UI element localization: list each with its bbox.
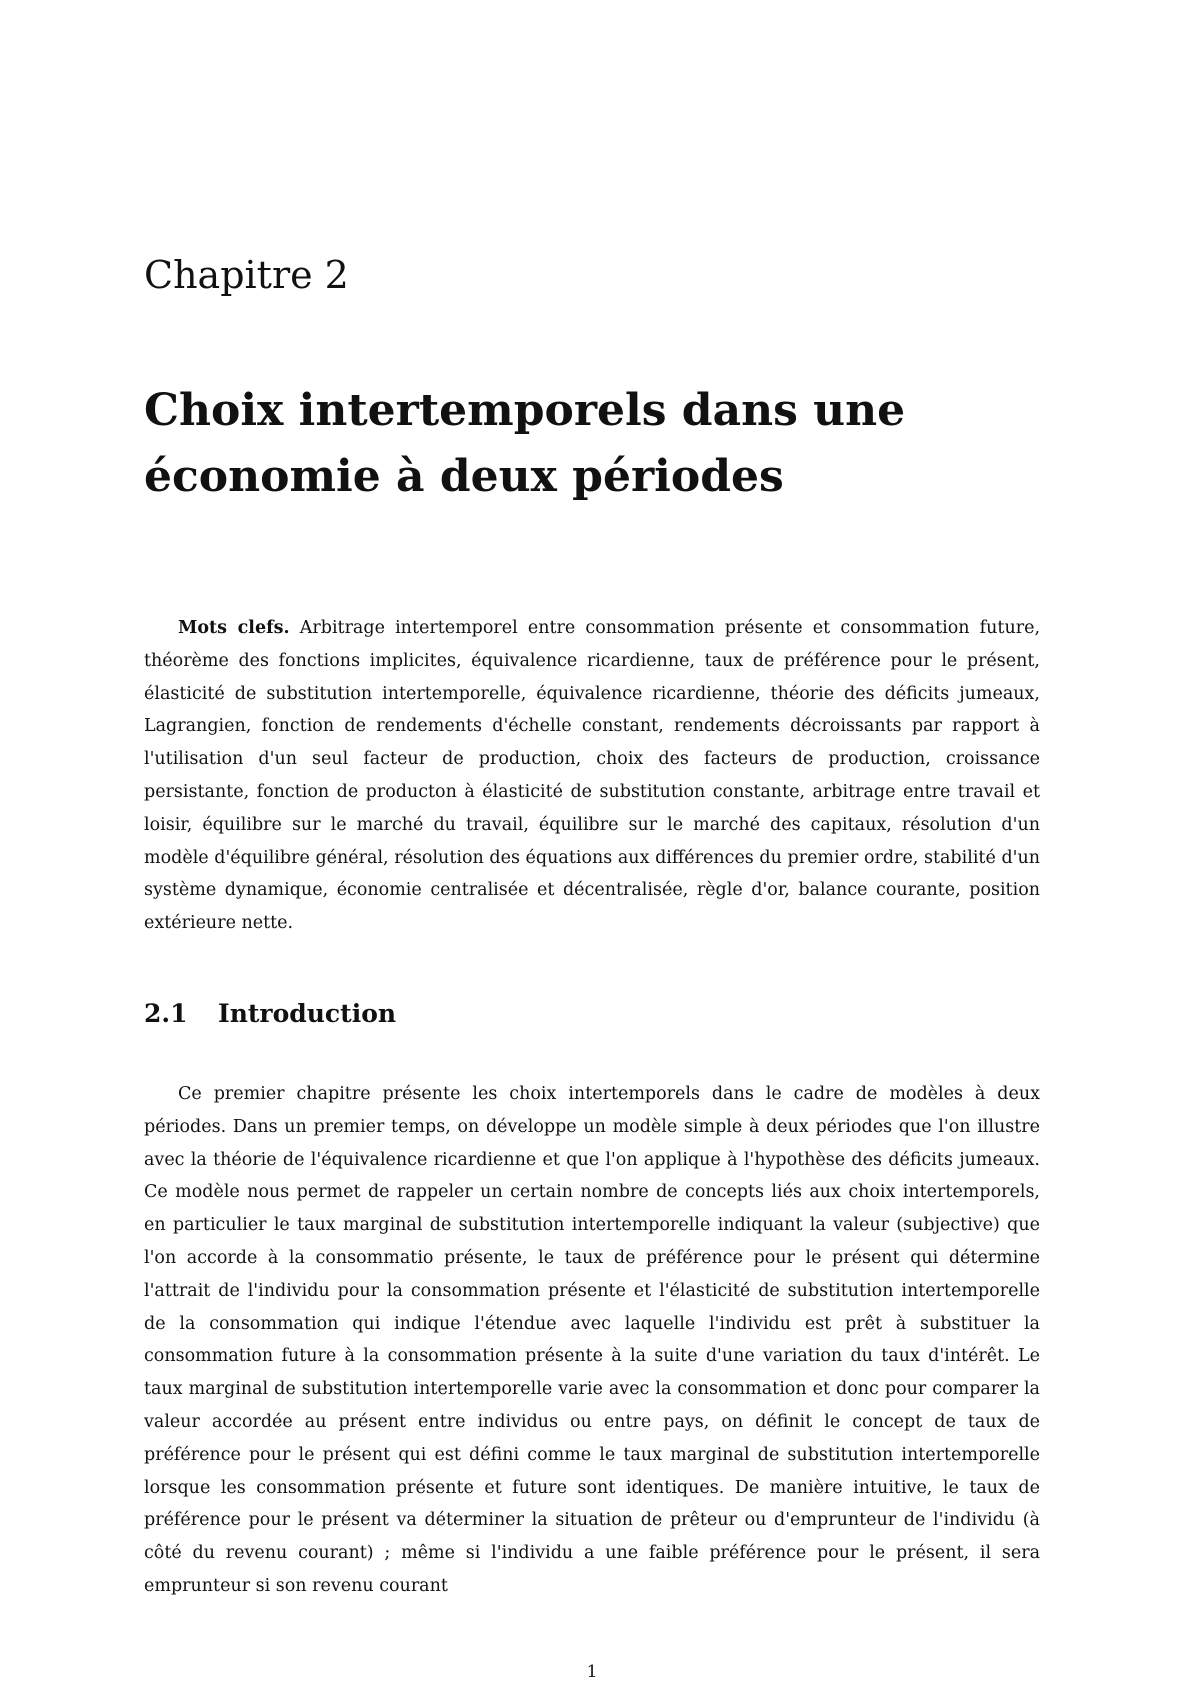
section-number: 2.1 bbox=[144, 999, 188, 1028]
document-page bbox=[144, 0, 1040, 1698]
chapter-title bbox=[144, 378, 1040, 510]
intro-paragraph: Ce premier chapitre présente les choix intertemporels dans le cadre de modèles à deux périodes. Dans un premier temps, on développe un modèle simple à deux périodes que l'on illustre avec la théorie de l'équivalence ricardienne et que l'on applique à l'hypothèse des déficits jumeaux. Ce modèle nous permet de rappeler un certain nombre de concepts liés aux choix intertemporels, en particulier le taux marginal de substitution intertemporelle indiquant la valeur (subjective) que l'on accorde à la consommatio présente, le taux de préférence pour le présent qui détermine l'attrait de l'individu pour la consommation présente et l'élasticité de substitution intertemporelle de la consommation qui indique l'étendue avec laquelle l'individu est prêt à substituer la consommation future à la consommation présente à la suite d'une variation du taux d'intérêt. Le taux marginal de substitution intertemporelle varie avec la consommation et donc pour comparer la valeur accordée au présent entre individus ou entre pays, on définit le concept de taux de préférence pour le présent qui est défini comme le taux marginal de substitution intertemporelle lorsque les consommation présente et future sont identiques. De manière intuitive, le taux de préférence pour le présent va déterminer la situation de prêteur ou d'emprunteur de l'individu (à côté du revenu courant) ; même si l'individu a une faible préférence pour le présent, il sera emprunteur si son revenu courant bbox=[144, 1084, 1040, 1596]
keywords-text: Arbitrage intertemporel entre consommation présente et consommation future, théorème des fonctions implicites, équivalence ricardienne, taux de préférence pour le présent, élasticité de substitution intertemporelle, équivalence ricardienne, théorie des déficits jumeaux, Lagrangien, fonction de rendements d'échelle constant, rendements décroissants par rapport à l'utilisation d'un seul facteur de production, choix des facteurs de production, croissance persistante, fonction de producton à élasticité de substitution constante, arbitrage entre travail et loisir, équilibre sur le marché du travail, équilibre sur le marché des capitaux, résolution d'un modèle d'équilibre général, résolution des équations aux différences du premier ordre, stabilité d'un système dynamique, économie centralisée et décentralisée, règle d'or, balance courante, position extérieure nette. bbox=[144, 618, 1041, 934]
page-number: 1 bbox=[586, 1662, 598, 1682]
section-heading bbox=[144, 996, 396, 1032]
section-title: Introduction bbox=[218, 999, 397, 1028]
chapter-label: Chapitre 2 bbox=[144, 253, 349, 297]
chapter-title-line-1: Choix intertemporels dans une bbox=[144, 385, 906, 436]
keywords-paragraph bbox=[144, 612, 1040, 940]
keywords-label: Mots clefs. bbox=[178, 618, 290, 638]
chapter-title-line-2: économie à deux périodes bbox=[144, 451, 784, 502]
